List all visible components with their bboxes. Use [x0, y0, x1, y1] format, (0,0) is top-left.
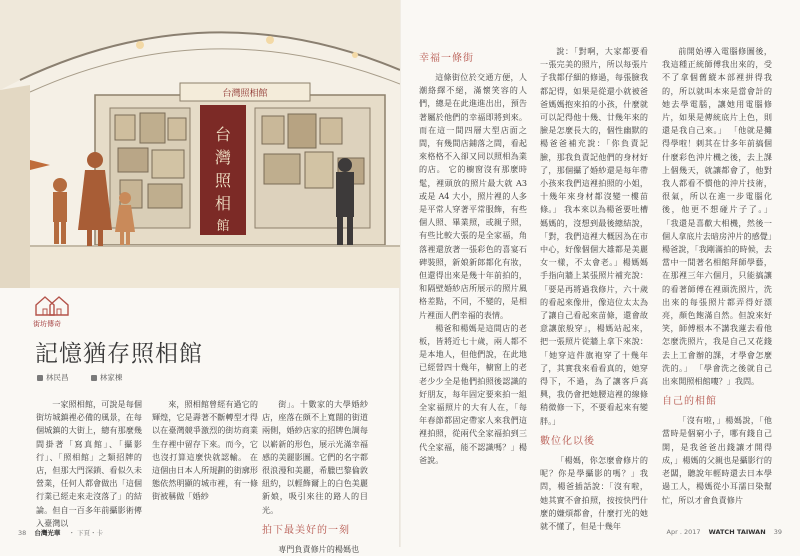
author-credit: 林民昌 — [37, 373, 79, 382]
paragraph: 街」。十數家的大學婚紗店，座落在頗不上寬闊的街道兩側，婚紗店家的招牌色調每以嶄新的形色，展示光滿幸福感的美麗影圖。它們的名字都很浪漫和美麗，希臘巴黎倫敦紐約，以輕飾爾上的白色美麗新娘，吸引來往的路人的目光。 — [262, 399, 368, 515]
section-tag — [33, 293, 77, 329]
paragraph: 說：「對啊，大家都要看一張完美的照片，所以每張片子我都仔細的修過，每張臉我都記得，如果是從還小就被爸爸媽媽抱來拍的小孩，什麼就可以記得他十幾、廿幾年來的臉是怎麼長大的，個性幽默的楊爸爸補充說：「你負責記臉，那我負責記他們的身材好了，那個攝了婚紗還是每年帶小孩來我們這裡拍照的小姐，十幾年來身材都沒變一樓苗條。」 我本來以為楊爸要吐槽媽媽的，沒想到最後總結說，「對，我們這裡大概因為在市中心，好像個個大雄都是美麗女一樣，不太會老。」楊媽媽手指向牆上某張照片補充說：「要是再將過我修片，六十歲的看起來像卅，像這位太太為了讓自己看起來苗條，還會故意讓旅般穿」，楊媽站起來，把一張照片從牆上拿下來說：「她穿這件旗袍穿了十幾年了，其實我來看看真的，她穿得下，不過，為了讓客戶高興，我仍會把她腰這裡的線條稍微修一下，不要看起來有變胖。」 — [540, 46, 648, 426]
credits — [37, 372, 142, 383]
footer-right — [667, 528, 782, 536]
text-column-3 — [262, 398, 368, 556]
text-column-2 — [152, 398, 258, 504]
pen-icon — [37, 375, 43, 381]
photo-studio-illustration — [0, 0, 400, 288]
magazine-brand-right: WATCH TAIWAN — [708, 528, 766, 536]
paragraph: 前開始導入電腦修圖後，我這種正統師傅我出來的，受不了拿個舊縱本部裡拼得我的，所以就叫本來是當會計的她去學電腦，讓她用電腦修片，如果是傳統底片上色，則還是我自己來。」 「他就是攤得學啦！刺其在廿多年前搞個什麼彩色沖片機之後，去上課上個幾天，就讓都會了，他對我人都看不慣他的沖片技術，很氣，所以在進一步電腦化後，他更不想碰片子了。」 「我還是喜歡大相機，然後一個人拿底片去暗房沖片的感覺」楊爸說，「我剛滿拍的時候，去當中一間著名相館拜師學藝，在那裡三年六個月，只能搞讓的看著師傅在裡頭洗照片，洗出來的每張照片都弄得好漂亮，顏色飽滿自然。但說來好笑，師傅根本不講我蓮去看他怎麼洗照片，我是自己又花錢去上工會辦的課，才學會怎麼洗的。」 「學會洗之後就自己出來開照相館嘍？」我問。 — [662, 46, 772, 387]
footer-left — [18, 528, 103, 537]
page-number-right: 39 — [773, 528, 782, 536]
paragraph: 「楊媽，你怎麼會修片的呢？你是學攝影的嗎？」我問，楊爸插話說：「沒有啦，她其實不會拍照，按按快門什麼的嫌煩都會，什麼打光的她就不懂了，但是十幾年 — [540, 454, 648, 531]
svg-text:台: 台 — [214, 125, 232, 144]
issue-date: Apr . 2017 — [666, 528, 701, 536]
subhead-1: 幸福一條街 — [419, 53, 474, 64]
text-column-6 — [662, 45, 772, 507]
subhead-2: 拍下最美好的一刻 — [262, 524, 350, 536]
paragraph: 這條街位於交通方便，人潮絡繹不絕，滿懷笑容的人們，總是在此進進出出，預告著屬於他們的幸福即將到來。而在這一間四層大型店面之間，有幾間店鋪落之間，看起來格格不入卻又同以照相為業的店。 它的櫥窗沒有那麼時髦，裡頭放的照片最大就 A3 或是 A4 大小，照片裡的人多是平常人穿著平常服飾，有些個人照、畢業照，或親子照，有些比較大張的是全家福，角落裡還放著一張彩色的喜宴石碑裝照，新娘新郎都化有妝，但還得出來是幾十年前拍的，和隔壁婚紗店所展示的照片風格差點，不同，不變的，是相片裡面人們幸福的表情。 — [419, 72, 527, 320]
text-column-1 — [36, 398, 142, 530]
page-number-left: 38 — [18, 529, 27, 537]
subhead-4: 自己的相館 — [662, 396, 717, 408]
paragraph: 楊爸和楊媽是這間店的老板，皆將近七十歲，兩人都不是本地人，但他們說，在此地已經營四十幾年，櫥窗上的老老少少全是他們拍照後認識的好朋友，每年固定要來拍一組全家福照片的大有人在，「每年春節都固定帶家人來我們這裡拍照，從兩代全家福拍到三代全家福，能不認識嗎？」楊爸說。 — [419, 322, 527, 465]
magazine-brand-left: 台灣光華 — [34, 529, 61, 537]
top-sign-text: 台灣照相館 — [222, 89, 268, 99]
svg-text:灣: 灣 — [214, 148, 232, 167]
svg-text:館: 館 — [216, 219, 230, 234]
subhead-3: 數位化以後 — [540, 435, 595, 447]
text-column-5 — [540, 45, 648, 533]
issue-info: ・ 下頁・卡 — [68, 529, 104, 537]
paragraph: 來，照相館曾經有過它的輝煌，它是壽著不斷轉型才得以在臺灣競爭激烈的街坊商業生存裡中留存下來。而今，它也沒打算這麼快就認輸。 在這個由日本人所規劃的街廓形態依然明顯的城市裡，有一條街被稱做「婚紗 — [152, 399, 258, 502]
svg-text:照: 照 — [214, 171, 232, 190]
house-icon — [33, 293, 71, 317]
photo-credit: 林家棟 — [91, 373, 133, 382]
paragraph: 一家照相館，可說是每個街坊城鎮裡必備的風景，在每個城鎮的大街上，總有那麼幾間掛著「寫真館」、「攝影行」、「照相館」之類招牌的店，但那大門深鎖、看似久未營業，任何人都會做出「這個行業已經走來走沒落了」的結論。但自一百多年前攝影術傳入臺灣以 — [36, 399, 142, 528]
section-label: 街坊傳奇 — [33, 320, 61, 328]
svg-text:相: 相 — [214, 194, 232, 213]
camera-icon — [91, 375, 97, 381]
paragraph: 「沒有啦，」楊媽說，「他當時是個窮小子，哪有錢自己開，是我爸爸出錢讓才開得成，」楊媽的父親也是攝影行的老闆，聽說年輕時還去日本學過工人，楊媽從小耳濡日染幫忙，所以才會負責修片 — [662, 415, 772, 505]
article-title: 記憶猶存照相館 — [35, 341, 203, 367]
text-column-4 — [419, 45, 527, 467]
paragraph: 専門負責修片的楊媽也 — [278, 543, 360, 554]
